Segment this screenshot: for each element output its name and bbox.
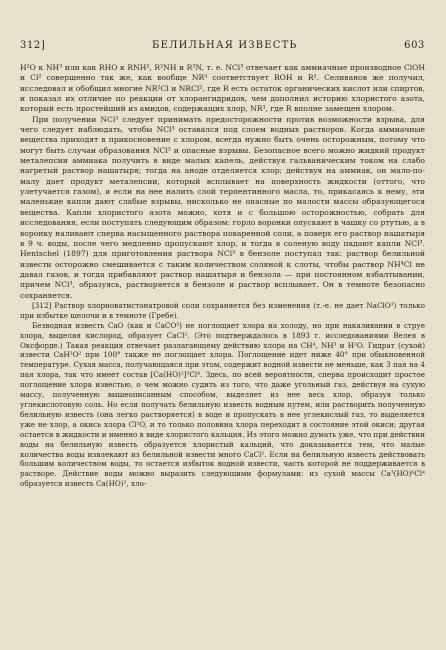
page-number-left: 312] xyxy=(20,40,46,51)
page-number-right: 603 xyxy=(404,40,425,51)
paragraph: Безводная известь CaO (как и CaCO³) не поглощает хлора на холоду, но при накаливании в струе хлора, выделяя кислород, образует CaCl². (Это подтверждалось в 1893 г. исследованиями Велея в Оксфорде.) Такая реакция отвечает разлагающему действию хлора на CH⁴, NH³ и H²O. Гидрат (сухой) извести CaH²O² при 100° также не поглощает хлора. Поглощение идет ниже 40° при обыкновенной температуре. Сухая масса, получающаяся при этом, содержит водной извести не меньше, как 3 пая на 4 пая хлора, так что имеет состав [Ca(HO)²]³Cl⁴. Здесь, по всей вероятности, сперва происходит простое поглощение хлора известью, о чем можно судить из того, что даже угольный газ, действуя на сухую массу, полученную вышеописанным способом, выделяет из нее весь хлор, образуя только углекислотовую соль. Но если получать белильную известь водным путем, или растворить полученную белильную известь (она легко растворяется) в воде и пропускать в нее углекислый газ, то выделяется уже не хлор, а окись хлора Cl²O, и то только половина хлора переходит в состояние этой окиси; другая остается в жидкости и именно в виде хлористого кальция. Из этого можно думать уже, что при действии воды на белильную известь образуется хлористый кальций, что доказывается тем, что малые количества воды извлекают из белильной извести много CaCl². Если на белильную известь действовать большим количеством воды, то остается избыток водной извести, часть которой не поддерживается в растворе. Действие воды можно выразить следующими формулами: из сухой массы Ca³(HO)⁶Cl⁴ образуется известь Ca(HO)², хло- xyxy=(20,320,425,489)
footnote-paragraph: [312] Раствор хлорноватистонатровой соли сохраняется без изменения (т.-е. не дает NaClO³) только при избытке щелочи и в темноте (Гребе). xyxy=(20,300,425,320)
running-header xyxy=(20,40,425,51)
running-title: БЕЛИЛЬНАЯ ИЗВЕСТЬ xyxy=(152,40,298,51)
paragraph: При получении NCl³ следует принимать предосторожности против возможности взрыва, для чего следует наблюдать, чтобы NCl³ оставался под слоем водных растворов. Когда аммиачные вещества приходят в прикосновение с хлором, всегда нужно быть очень осторожным, потому что могут быть случаи образования NCl³ и опасные взрывы. Безопасное всего можно жидкий продукт металепсии аммиака получить в виде малых капель, действуя гальваническим током на слабо нагретый раствор нашатыря; тогда на аноде отделяется хлор; действуя на аммиак, он мало-по-малу дает продукт металепсии, который всплывает на поверхность жидкости (оттого, что улетучается газом), и если на нее налить слой терпентинного масла, то, прикасаясь к нему, эти маленькие капли дают слабые взрывы, нисколько не опасные по малости массы образующегося вещества. Капли хлористого азота можно, хотя и с большою осторожностью, собрать для исследования, если поступать следующим образом: горло воронки опускают в чашку со ртутью, а в воронку наливают сперва насыщенного раствора поваренной соли, а поверх его раствор нашатыря в 9 ч. воды, после чего медленно пропускают хлор, и тогда в соленую воду падают капли NCl³. Hentschel (1897) для приготовления раствора NCl³ в бензоле поступал так: раствор белильной извести осторожно смешивается с таким количеством соляной к слоты, чтобы раствор NH⁴Cl не давал газов, и тогда прибавляют раствор нашатыря и бензола — при постоянном взбалтывании, причем NCl³, образуясь, растворяется в бензоле и раствор всплывает. Он в темноте безопасно сохраняется. xyxy=(20,114,425,300)
paragraph: H²O к NH³ или как RHO к RNH², R²NH и R³N, т. е. NCl³ отвечает как аммиачные производное ClOH и Cl² совершенно так же, как вообще NR³ соответствует ROH и R². Селиванов же получил, исследовал и обобщил многие NR²Cl и NRCl², где R есть остаток органических кислот или спиртов, и показал их отличие по реакции от хлорангидридов, чем дополнил историю хлористого азота, который есть простейший из амидов, содержащих хлор, NR³, где R вполне замещен хлором. xyxy=(20,63,425,114)
